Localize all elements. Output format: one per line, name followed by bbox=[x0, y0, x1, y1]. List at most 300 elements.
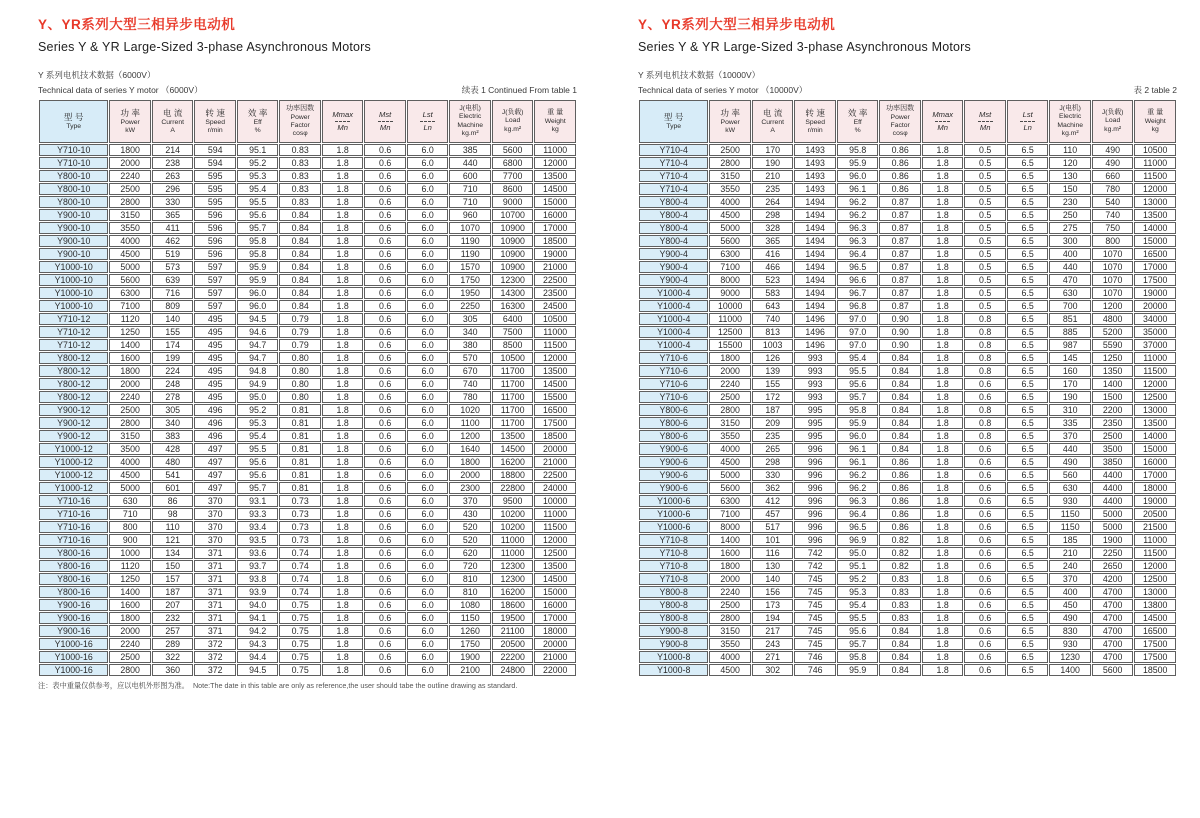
value-cell: 1600 bbox=[109, 599, 151, 611]
value-cell: 10000 bbox=[534, 495, 576, 507]
value-cell: 1.8 bbox=[322, 508, 364, 520]
value-cell: 0.75 bbox=[279, 612, 321, 624]
value-cell: 14500 bbox=[534, 573, 576, 585]
value-cell: 21000 bbox=[534, 456, 576, 468]
value-cell: 6.5 bbox=[1007, 378, 1049, 390]
value-cell: 0.87 bbox=[879, 274, 921, 286]
table-row bbox=[39, 612, 576, 624]
value-cell: 1750 bbox=[449, 638, 491, 650]
value-cell: 2500 bbox=[709, 599, 751, 611]
value-cell: 2500 bbox=[109, 404, 151, 416]
value-cell: 740 bbox=[449, 378, 491, 390]
value-cell: 2800 bbox=[709, 404, 751, 416]
type-cell: Y800-10 bbox=[39, 196, 108, 208]
value-cell: 495 bbox=[194, 391, 236, 403]
value-cell: 0.6 bbox=[964, 612, 1006, 624]
value-cell: 996 bbox=[794, 521, 836, 533]
value-cell: 4400 bbox=[1092, 469, 1134, 481]
value-cell: 6.0 bbox=[407, 287, 449, 299]
value-cell: 94.7 bbox=[237, 352, 279, 364]
value-cell: 885 bbox=[1049, 326, 1091, 338]
value-cell: 1640 bbox=[449, 443, 491, 455]
value-cell: 1.8 bbox=[922, 586, 964, 598]
value-cell: 1020 bbox=[449, 404, 491, 416]
table-row bbox=[639, 222, 1176, 234]
value-cell: 2800 bbox=[709, 612, 751, 624]
table-row bbox=[39, 469, 576, 481]
value-cell: 155 bbox=[752, 378, 794, 390]
value-cell: 94.0 bbox=[237, 599, 279, 611]
type-cell: Y800-12 bbox=[39, 391, 108, 403]
value-cell: 7100 bbox=[109, 300, 151, 312]
value-cell: 21500 bbox=[1134, 521, 1176, 533]
value-cell: 6.0 bbox=[407, 573, 449, 585]
value-cell: 6.5 bbox=[1007, 222, 1049, 234]
value-cell: 1400 bbox=[109, 339, 151, 351]
value-cell: 10900 bbox=[492, 235, 534, 247]
value-cell: 96.0 bbox=[237, 300, 279, 312]
value-cell: 13500 bbox=[534, 365, 576, 377]
value-cell: 1.8 bbox=[922, 443, 964, 455]
value-cell: 1.8 bbox=[922, 521, 964, 533]
value-cell: 310 bbox=[1049, 404, 1091, 416]
value-cell: 745 bbox=[794, 573, 836, 585]
value-cell: 187 bbox=[752, 404, 794, 416]
value-cell: 335 bbox=[1049, 417, 1091, 429]
value-cell: 745 bbox=[794, 612, 836, 624]
table-row bbox=[639, 469, 1176, 481]
value-cell: 0.5 bbox=[964, 209, 1006, 221]
value-cell: 1.8 bbox=[922, 534, 964, 546]
value-cell: 1.8 bbox=[922, 144, 964, 156]
value-cell: 2250 bbox=[1092, 547, 1134, 559]
value-cell: 1.8 bbox=[922, 469, 964, 481]
value-cell: 95.7 bbox=[237, 482, 279, 494]
value-cell: 700 bbox=[1049, 300, 1091, 312]
type-cell: Y900-4 bbox=[639, 248, 708, 260]
value-cell: 160 bbox=[1049, 365, 1091, 377]
value-cell: 20000 bbox=[534, 443, 576, 455]
value-cell: 1.8 bbox=[922, 183, 964, 195]
col-header-power: 功 率 Power kW bbox=[709, 100, 751, 143]
value-cell: 95.4 bbox=[237, 430, 279, 442]
value-cell: 0.79 bbox=[279, 326, 321, 338]
fraction-line bbox=[378, 121, 393, 122]
value-cell: 1.8 bbox=[322, 326, 364, 338]
value-cell: 11000 bbox=[1134, 352, 1176, 364]
type-cell: Y800-4 bbox=[639, 235, 708, 247]
value-cell: 595 bbox=[194, 196, 236, 208]
type-cell: Y710-4 bbox=[639, 170, 708, 182]
table-row bbox=[39, 391, 576, 403]
value-cell: 1.8 bbox=[322, 430, 364, 442]
value-cell: 6.0 bbox=[407, 326, 449, 338]
value-cell: 1.8 bbox=[922, 300, 964, 312]
value-cell: 94.5 bbox=[237, 664, 279, 676]
table-row bbox=[39, 248, 576, 260]
value-cell: 16500 bbox=[1134, 625, 1176, 637]
value-cell: 12300 bbox=[492, 274, 534, 286]
value-cell: 230 bbox=[1049, 196, 1091, 208]
value-cell: 1070 bbox=[1092, 261, 1134, 273]
table-row bbox=[39, 625, 576, 637]
value-cell: 6.0 bbox=[407, 248, 449, 260]
value-cell: 0.84 bbox=[879, 417, 921, 429]
col-header-weight: 重 量 Weight kg bbox=[1134, 100, 1176, 143]
value-cell: 1.8 bbox=[322, 417, 364, 429]
value-cell: 16200 bbox=[492, 586, 534, 598]
value-cell: 1.8 bbox=[322, 287, 364, 299]
value-cell: 830 bbox=[1049, 625, 1091, 637]
value-cell: 248 bbox=[152, 378, 194, 390]
footnote-cn: 注：表中重量仅供参考，应以电机外形图为准。 bbox=[38, 681, 189, 690]
value-cell: 0.86 bbox=[879, 144, 921, 156]
value-cell: 96.4 bbox=[837, 248, 879, 260]
value-cell: 800 bbox=[109, 521, 151, 533]
value-cell: 0.5 bbox=[964, 235, 1006, 247]
value-cell: 1.8 bbox=[922, 495, 964, 507]
value-cell: 24000 bbox=[534, 482, 576, 494]
value-cell: 96.1 bbox=[837, 443, 879, 455]
value-cell: 19500 bbox=[492, 612, 534, 624]
table-row bbox=[39, 404, 576, 416]
value-cell: 1.8 bbox=[922, 508, 964, 520]
value-cell: 121 bbox=[152, 534, 194, 546]
value-cell: 0.86 bbox=[879, 521, 921, 533]
table-row bbox=[639, 157, 1176, 169]
value-cell: 6.5 bbox=[1007, 274, 1049, 286]
table-row bbox=[39, 170, 576, 182]
value-cell: 993 bbox=[794, 391, 836, 403]
fraction-line bbox=[978, 121, 993, 122]
value-cell: 0.6 bbox=[964, 534, 1006, 546]
value-cell: 6.5 bbox=[1007, 560, 1049, 572]
value-cell: 1.8 bbox=[322, 170, 364, 182]
value-cell: 0.80 bbox=[279, 352, 321, 364]
value-cell: 2000 bbox=[449, 469, 491, 481]
value-cell: 6300 bbox=[709, 248, 751, 260]
value-cell: 0.84 bbox=[279, 300, 321, 312]
table-ref-label: 表 2 table 2 bbox=[1133, 85, 1177, 95]
value-cell: 6.5 bbox=[1007, 443, 1049, 455]
value-cell: 0.5 bbox=[964, 287, 1006, 299]
value-cell: 6.0 bbox=[407, 638, 449, 650]
value-cell: 0.5 bbox=[964, 222, 1006, 234]
table-row bbox=[39, 222, 576, 234]
type-cell: Y1000-12 bbox=[39, 482, 108, 494]
table-row bbox=[639, 443, 1176, 455]
value-cell: 370 bbox=[194, 521, 236, 533]
value-cell: 6.5 bbox=[1007, 612, 1049, 624]
value-cell: 1950 bbox=[449, 287, 491, 299]
value-cell: 0.6 bbox=[364, 482, 406, 494]
value-cell: 2240 bbox=[109, 170, 151, 182]
value-cell: 16000 bbox=[1134, 456, 1176, 468]
type-cell: Y800-12 bbox=[39, 365, 108, 377]
value-cell: 3150 bbox=[709, 625, 751, 637]
table-caption-en: Technical data of series Y motor （6000V） bbox=[38, 85, 203, 95]
value-cell: 6800 bbox=[492, 157, 534, 169]
value-cell: 94.9 bbox=[237, 378, 279, 390]
value-cell: 810 bbox=[449, 573, 491, 585]
value-cell: 95.9 bbox=[837, 157, 879, 169]
type-cell: Y710-16 bbox=[39, 521, 108, 533]
value-cell: 11000 bbox=[1134, 534, 1176, 546]
value-cell: 95.2 bbox=[237, 157, 279, 169]
value-cell: 462 bbox=[152, 235, 194, 247]
value-cell: 1.8 bbox=[322, 534, 364, 546]
value-cell: 0.90 bbox=[879, 326, 921, 338]
value-cell: 95.8 bbox=[837, 404, 879, 416]
value-cell: 257 bbox=[152, 625, 194, 637]
value-cell: 6.5 bbox=[1007, 300, 1049, 312]
value-cell: 365 bbox=[152, 209, 194, 221]
type-cell: Y710-6 bbox=[639, 365, 708, 377]
value-cell: 95.9 bbox=[837, 417, 879, 429]
value-cell: 9000 bbox=[492, 196, 534, 208]
value-cell: 0.6 bbox=[964, 456, 1006, 468]
table-caption-cn: Y 系列电机技术数据（6000V） bbox=[38, 70, 156, 80]
table-row bbox=[639, 378, 1176, 390]
value-cell: 0.87 bbox=[879, 261, 921, 273]
value-cell: 96.2 bbox=[837, 482, 879, 494]
type-cell: Y1000-10 bbox=[39, 274, 108, 286]
value-cell: 3150 bbox=[109, 209, 151, 221]
value-cell: 1494 bbox=[794, 222, 836, 234]
value-cell: 1100 bbox=[449, 417, 491, 429]
value-cell: 0.6 bbox=[364, 625, 406, 637]
value-cell: 12300 bbox=[492, 560, 534, 572]
value-cell: 1080 bbox=[449, 599, 491, 611]
value-cell: 11700 bbox=[492, 378, 534, 390]
value-cell: 0.5 bbox=[964, 170, 1006, 182]
value-cell: 214 bbox=[152, 144, 194, 156]
value-cell: 0.6 bbox=[364, 456, 406, 468]
value-cell: 13000 bbox=[1134, 404, 1176, 416]
value-cell: 22800 bbox=[492, 482, 534, 494]
type-cell: Y710-12 bbox=[39, 326, 108, 338]
value-cell: 155 bbox=[152, 326, 194, 338]
value-cell: 275 bbox=[1049, 222, 1091, 234]
value-cell: 20000 bbox=[1134, 300, 1176, 312]
value-cell: 4200 bbox=[1092, 573, 1134, 585]
value-cell: 520 bbox=[449, 534, 491, 546]
value-cell: 6.5 bbox=[1007, 521, 1049, 533]
value-cell: 371 bbox=[194, 586, 236, 598]
value-cell: 139 bbox=[752, 365, 794, 377]
value-cell: 24500 bbox=[534, 300, 576, 312]
value-cell: 1070 bbox=[1092, 274, 1134, 286]
table-caption-cn: Y 系列电机技术数据（10000V） bbox=[638, 70, 761, 80]
value-cell: 2250 bbox=[449, 300, 491, 312]
value-cell: 380 bbox=[449, 339, 491, 351]
value-cell: 93.4 bbox=[237, 521, 279, 533]
value-cell: 0.82 bbox=[879, 560, 921, 572]
value-cell: 2100 bbox=[449, 664, 491, 676]
table-row bbox=[39, 378, 576, 390]
type-cell: Y800-4 bbox=[639, 209, 708, 221]
value-cell: 670 bbox=[449, 365, 491, 377]
value-cell: 3150 bbox=[709, 417, 751, 429]
value-cell: 519 bbox=[152, 248, 194, 260]
value-cell: 95.5 bbox=[837, 365, 879, 377]
value-cell: 1.8 bbox=[322, 495, 364, 507]
value-cell: 6.5 bbox=[1007, 469, 1049, 481]
col-header-eff: 效 率 Eff % bbox=[237, 100, 279, 143]
page-title-cn: Y、YR系列大型三相异步电动机 bbox=[638, 17, 836, 32]
value-cell: 416 bbox=[752, 248, 794, 260]
value-cell: 5000 bbox=[1092, 508, 1134, 520]
value-cell: 1493 bbox=[794, 157, 836, 169]
value-cell: 1.8 bbox=[322, 651, 364, 663]
value-cell: 0.87 bbox=[879, 235, 921, 247]
value-cell: 2500 bbox=[109, 651, 151, 663]
value-cell: 190 bbox=[1049, 391, 1091, 403]
table-row bbox=[39, 183, 576, 195]
value-cell: 235 bbox=[752, 430, 794, 442]
value-cell: 710 bbox=[109, 508, 151, 520]
value-cell: 11000 bbox=[534, 326, 576, 338]
value-cell: 11500 bbox=[1134, 170, 1176, 182]
value-cell: 1.8 bbox=[322, 547, 364, 559]
value-cell: 156 bbox=[752, 586, 794, 598]
value-cell: 6.0 bbox=[407, 365, 449, 377]
footnote bbox=[38, 681, 577, 691]
value-cell: 13500 bbox=[534, 560, 576, 572]
value-cell: 5200 bbox=[1092, 326, 1134, 338]
value-cell: 6.0 bbox=[407, 170, 449, 182]
value-cell: 6.5 bbox=[1007, 482, 1049, 494]
value-cell: 370 bbox=[1049, 573, 1091, 585]
value-cell: 95.0 bbox=[837, 547, 879, 559]
value-cell: 594 bbox=[194, 157, 236, 169]
value-cell: 6.0 bbox=[407, 443, 449, 455]
value-cell: 9000 bbox=[709, 287, 751, 299]
value-cell: 0.6 bbox=[364, 378, 406, 390]
value-cell: 4800 bbox=[1092, 313, 1134, 325]
value-cell: 360 bbox=[152, 664, 194, 676]
value-cell: 1.8 bbox=[322, 521, 364, 533]
value-cell: 993 bbox=[794, 365, 836, 377]
type-cell: Y800-8 bbox=[639, 599, 708, 611]
value-cell: 5600 bbox=[709, 482, 751, 494]
value-cell: 10500 bbox=[492, 352, 534, 364]
value-cell: 1250 bbox=[109, 326, 151, 338]
value-cell: 11700 bbox=[492, 365, 534, 377]
value-cell: 7500 bbox=[492, 326, 534, 338]
value-cell: 4700 bbox=[1092, 625, 1134, 637]
value-cell: 15000 bbox=[1134, 235, 1176, 247]
value-cell: 1.8 bbox=[322, 404, 364, 416]
col-header-weight: 重 量 Weight kg bbox=[534, 100, 576, 143]
value-cell: 1.8 bbox=[922, 313, 964, 325]
value-cell: 199 bbox=[152, 352, 194, 364]
type-cell: Y710-8 bbox=[639, 534, 708, 546]
value-cell: 95.4 bbox=[237, 183, 279, 195]
table-row bbox=[39, 144, 576, 156]
type-cell: Y710-8 bbox=[639, 573, 708, 585]
value-cell: 1.8 bbox=[922, 456, 964, 468]
value-cell: 1.8 bbox=[922, 196, 964, 208]
value-cell: 15500 bbox=[709, 339, 751, 351]
value-cell: 8000 bbox=[709, 274, 751, 286]
value-cell: 0.84 bbox=[279, 209, 321, 221]
value-cell: 0.84 bbox=[879, 664, 921, 676]
value-cell: 4500 bbox=[709, 456, 751, 468]
value-cell: 2000 bbox=[709, 365, 751, 377]
value-cell: 330 bbox=[752, 469, 794, 481]
value-cell: 742 bbox=[794, 560, 836, 572]
type-cell: Y800-16 bbox=[39, 547, 108, 559]
value-cell: 1400 bbox=[1049, 664, 1091, 676]
value-cell: 540 bbox=[1092, 196, 1134, 208]
type-cell: Y1000-16 bbox=[39, 638, 108, 650]
type-cell: Y710-12 bbox=[39, 339, 108, 351]
value-cell: 2000 bbox=[109, 625, 151, 637]
value-cell: 1.8 bbox=[922, 222, 964, 234]
value-cell: 0.81 bbox=[279, 482, 321, 494]
value-cell: 470 bbox=[1049, 274, 1091, 286]
value-cell: 428 bbox=[152, 443, 194, 455]
value-cell: 6.5 bbox=[1007, 235, 1049, 247]
value-cell: 4700 bbox=[1092, 651, 1134, 663]
value-cell: 0.87 bbox=[879, 248, 921, 260]
table-row bbox=[39, 482, 576, 494]
value-cell: 466 bbox=[752, 261, 794, 273]
value-cell: 0.83 bbox=[879, 586, 921, 598]
value-cell: 0.81 bbox=[279, 404, 321, 416]
col-header-current: 电 流 Current A bbox=[752, 100, 794, 143]
table-row bbox=[39, 456, 576, 468]
value-cell: 4400 bbox=[1092, 482, 1134, 494]
value-cell: 140 bbox=[752, 573, 794, 585]
value-cell: 0.83 bbox=[279, 196, 321, 208]
table-row bbox=[639, 586, 1176, 598]
value-cell: 116 bbox=[752, 547, 794, 559]
page-title-en: Series Y & YR Large-Sized 3-phase Asynchronous Motors bbox=[638, 40, 971, 54]
value-cell: 1150 bbox=[1049, 508, 1091, 520]
value-cell: 96.5 bbox=[837, 261, 879, 273]
col-header-speed: 转 速 Speed r/min bbox=[194, 100, 236, 143]
value-cell: 0.8 bbox=[964, 339, 1006, 351]
table-row bbox=[639, 209, 1176, 221]
value-cell: 0.6 bbox=[964, 391, 1006, 403]
value-cell: 0.8 bbox=[964, 404, 1006, 416]
value-cell: 95.8 bbox=[237, 235, 279, 247]
value-cell: 6.0 bbox=[407, 469, 449, 481]
value-cell: 496 bbox=[194, 430, 236, 442]
value-cell: 0.6 bbox=[364, 521, 406, 533]
value-cell: 11700 bbox=[492, 404, 534, 416]
value-cell: 96.8 bbox=[837, 300, 879, 312]
page-title-cn: Y、YR系列大型三相异步电动机 bbox=[38, 17, 236, 32]
table-row bbox=[639, 300, 1176, 312]
value-cell: 5600 bbox=[109, 274, 151, 286]
value-cell: 0.79 bbox=[279, 313, 321, 325]
value-cell: 371 bbox=[194, 625, 236, 637]
value-cell: 996 bbox=[794, 443, 836, 455]
value-cell: 6.0 bbox=[407, 300, 449, 312]
value-cell: 14500 bbox=[534, 183, 576, 195]
table-row bbox=[639, 482, 1176, 494]
value-cell: 643 bbox=[752, 300, 794, 312]
value-cell: 6.0 bbox=[407, 664, 449, 676]
value-cell: 19000 bbox=[534, 248, 576, 260]
table-caption-en: Technical data of series Y motor （10000V） bbox=[638, 85, 808, 95]
value-cell: 17500 bbox=[1134, 651, 1176, 663]
value-cell: 94.1 bbox=[237, 612, 279, 624]
value-cell: 20000 bbox=[534, 638, 576, 650]
